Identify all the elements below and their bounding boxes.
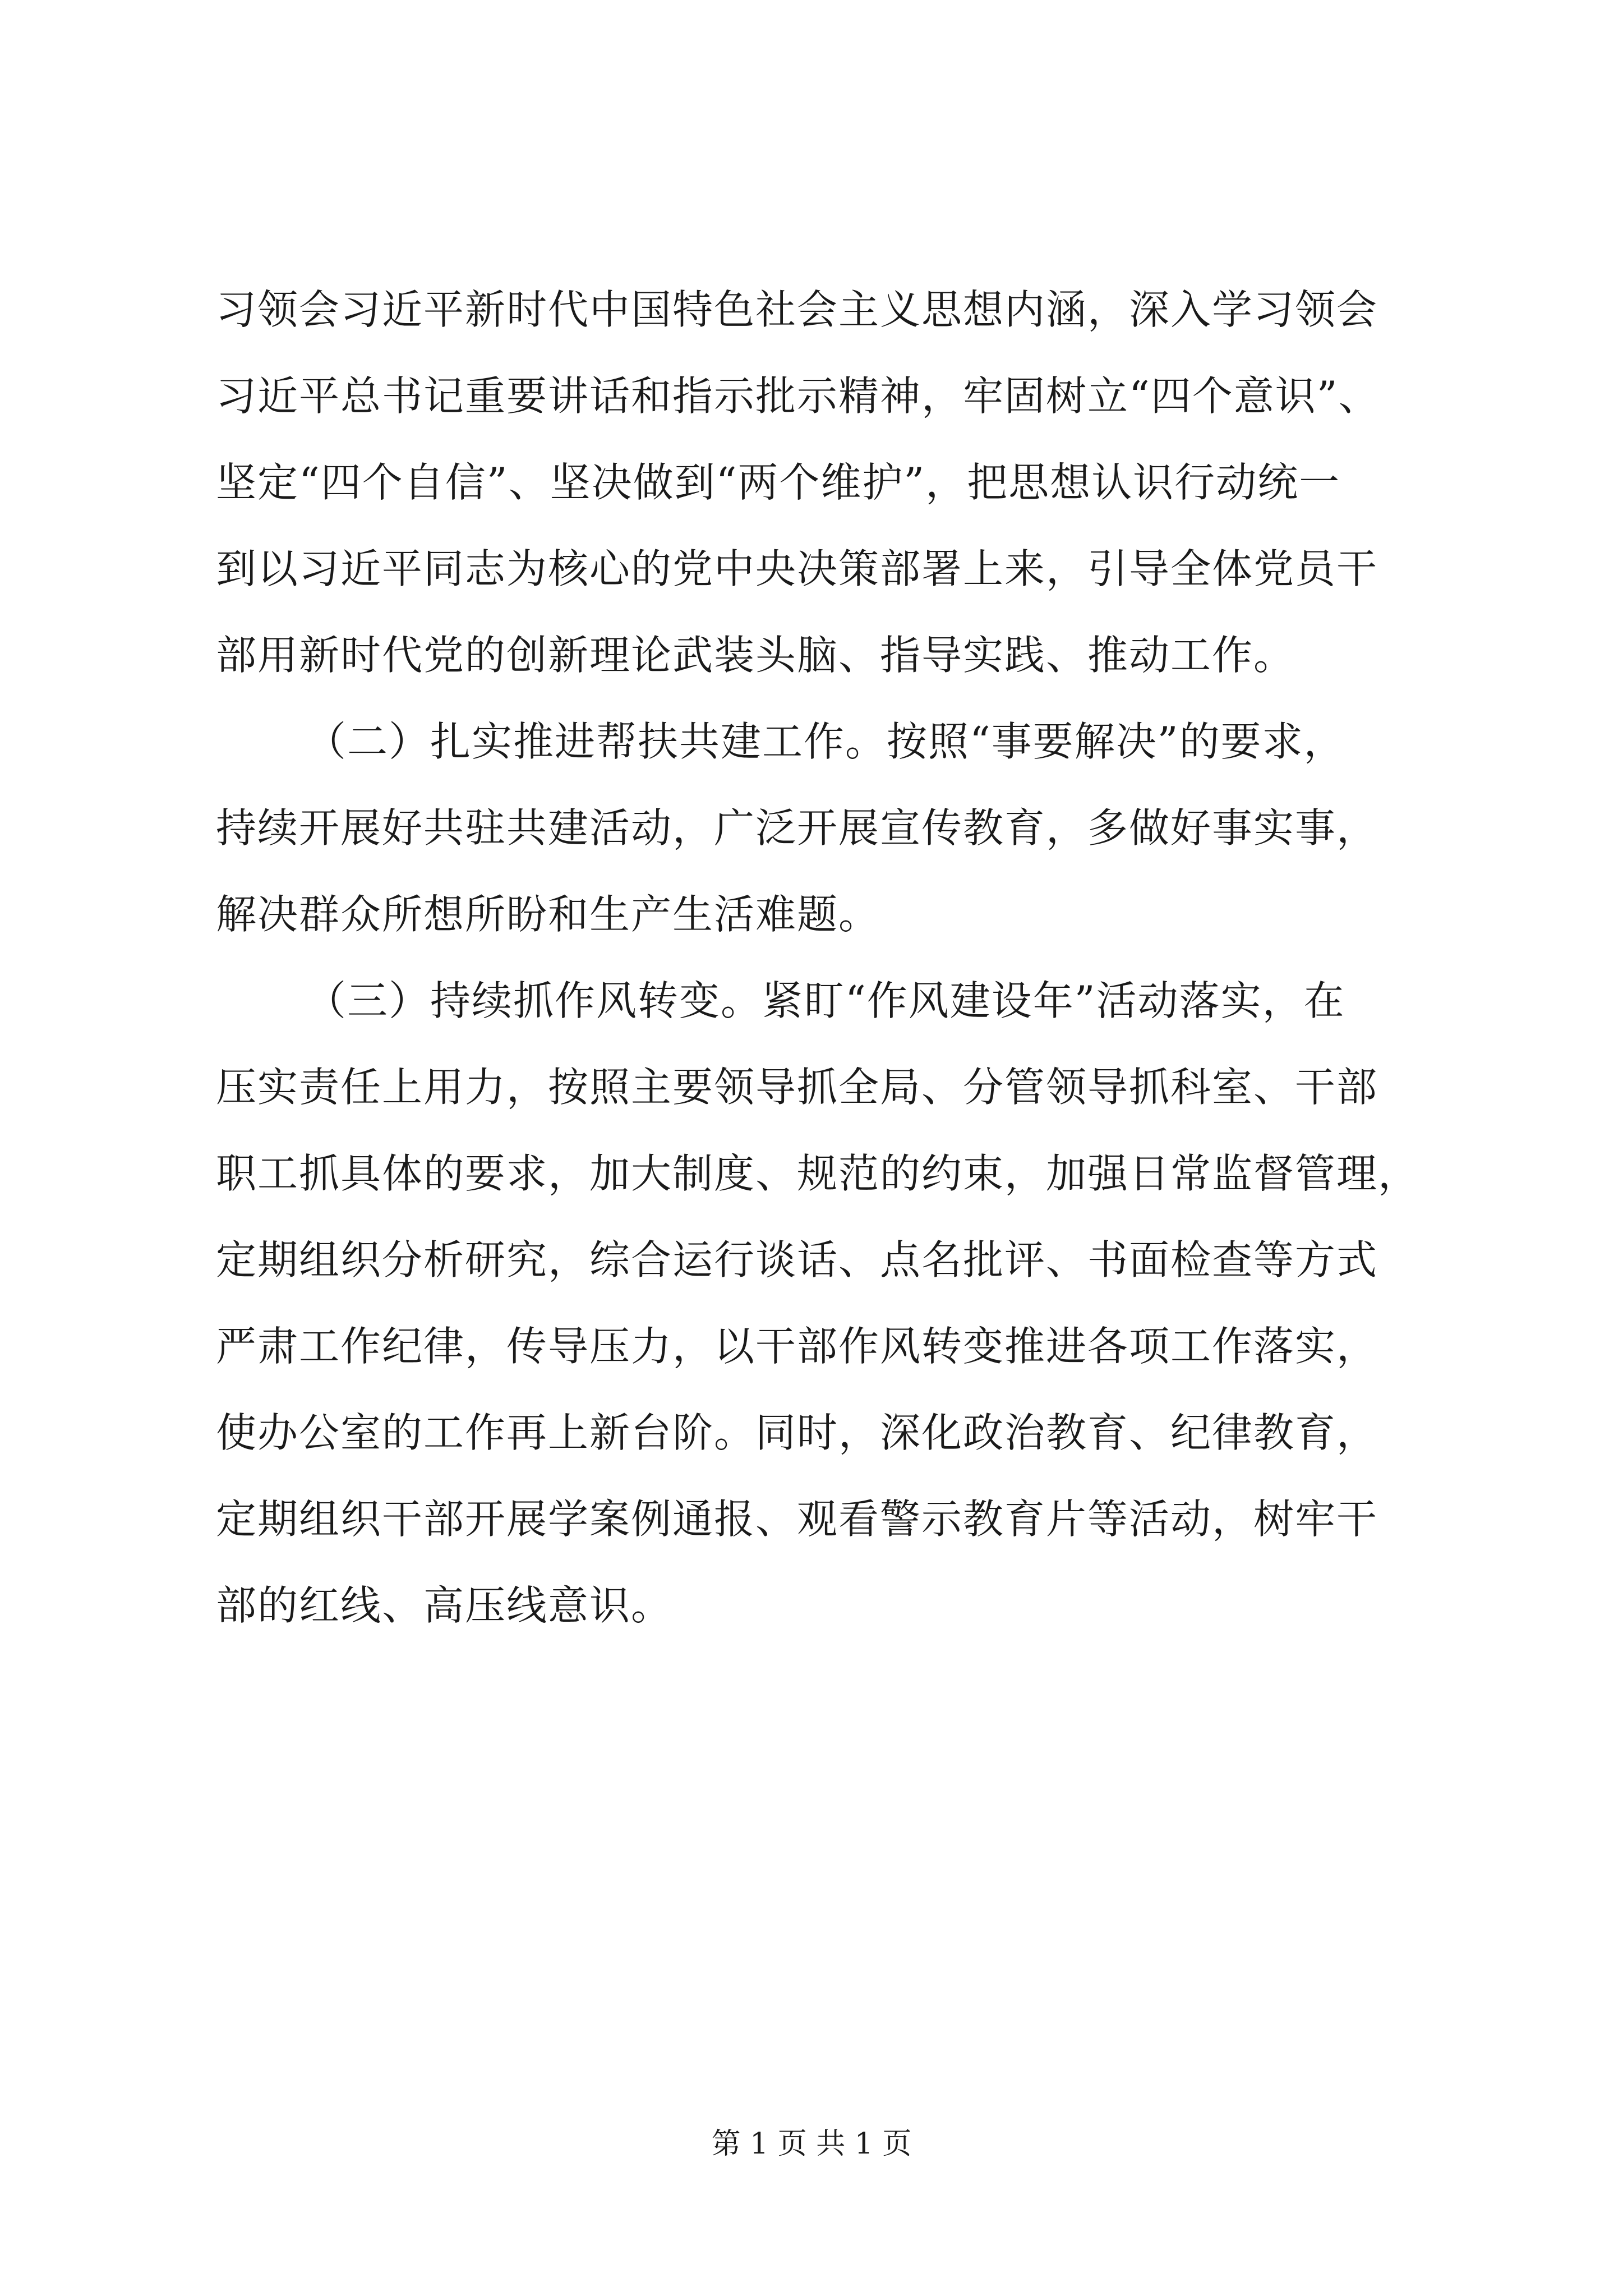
paragraph-2-line-3: 解决群众所想所盼和生产生活难题。 <box>216 891 880 938</box>
paragraph-1-line-2: 习近平总书记重要讲话和指示批示精神，牢固树立“四个意识”、 <box>216 372 1380 420</box>
paragraph-3-line-8: 部的红线、高压线意识。 <box>216 1582 673 1629</box>
paragraph-3-line-1: （三）持续抓作风转变。紧盯“作风建设年”活动落实，在 <box>306 977 1345 1024</box>
paragraph-3-line-5: 严肃工作纪律，传导压力，以干部作风转变推进各项工作落实， <box>216 1323 1378 1370</box>
paragraph-1-line-4: 到以习近平同志为核心的党中央决策部署上来，引导全体党员干 <box>216 545 1378 592</box>
paragraph-2-line-1: （二）扎实推进帮扶共建工作。按照“事要解决”的要求， <box>306 718 1345 765</box>
paragraph-1-line-1: 习领会习近平新时代中国特色社会主义思想内涵，深入学习领会 <box>216 286 1378 333</box>
paragraph-3-line-7: 定期组织干部开展学案例通报、观看警示教育片等活动，树牢干 <box>216 1496 1378 1543</box>
paragraph-3-line-6: 使办公室的工作再上新台阶。同时，深化政治教育、纪律教育， <box>216 1409 1378 1456</box>
paragraph-1-line-3: 坚定“四个自信”、坚决做到“两个维护”，把思想认识行动统一 <box>216 459 1341 506</box>
paragraph-3-line-3: 职工抓具体的要求，加大制度、规范的约束，加强日常监督管理， <box>216 1150 1420 1197</box>
page-footer: 第 1 页 共 1 页 <box>711 2127 912 2161</box>
paragraph-3-line-4: 定期组织分析研究，综合运行谈话、点名批评、书面检查等方式 <box>216 1236 1378 1283</box>
paragraph-3-line-2: 压实责任上用力，按照主要领导抓全局、分管领导抓科室、干部 <box>216 1064 1378 1111</box>
paragraph-2-line-2: 持续开展好共驻共建活动，广泛开展宣传教育，多做好事实事， <box>216 804 1378 852</box>
document-body <box>216 266 1420 1649</box>
paragraph-1-line-5: 部用新时代党的创新理论武装头脑、指导实践、推动工作。 <box>216 632 1295 679</box>
